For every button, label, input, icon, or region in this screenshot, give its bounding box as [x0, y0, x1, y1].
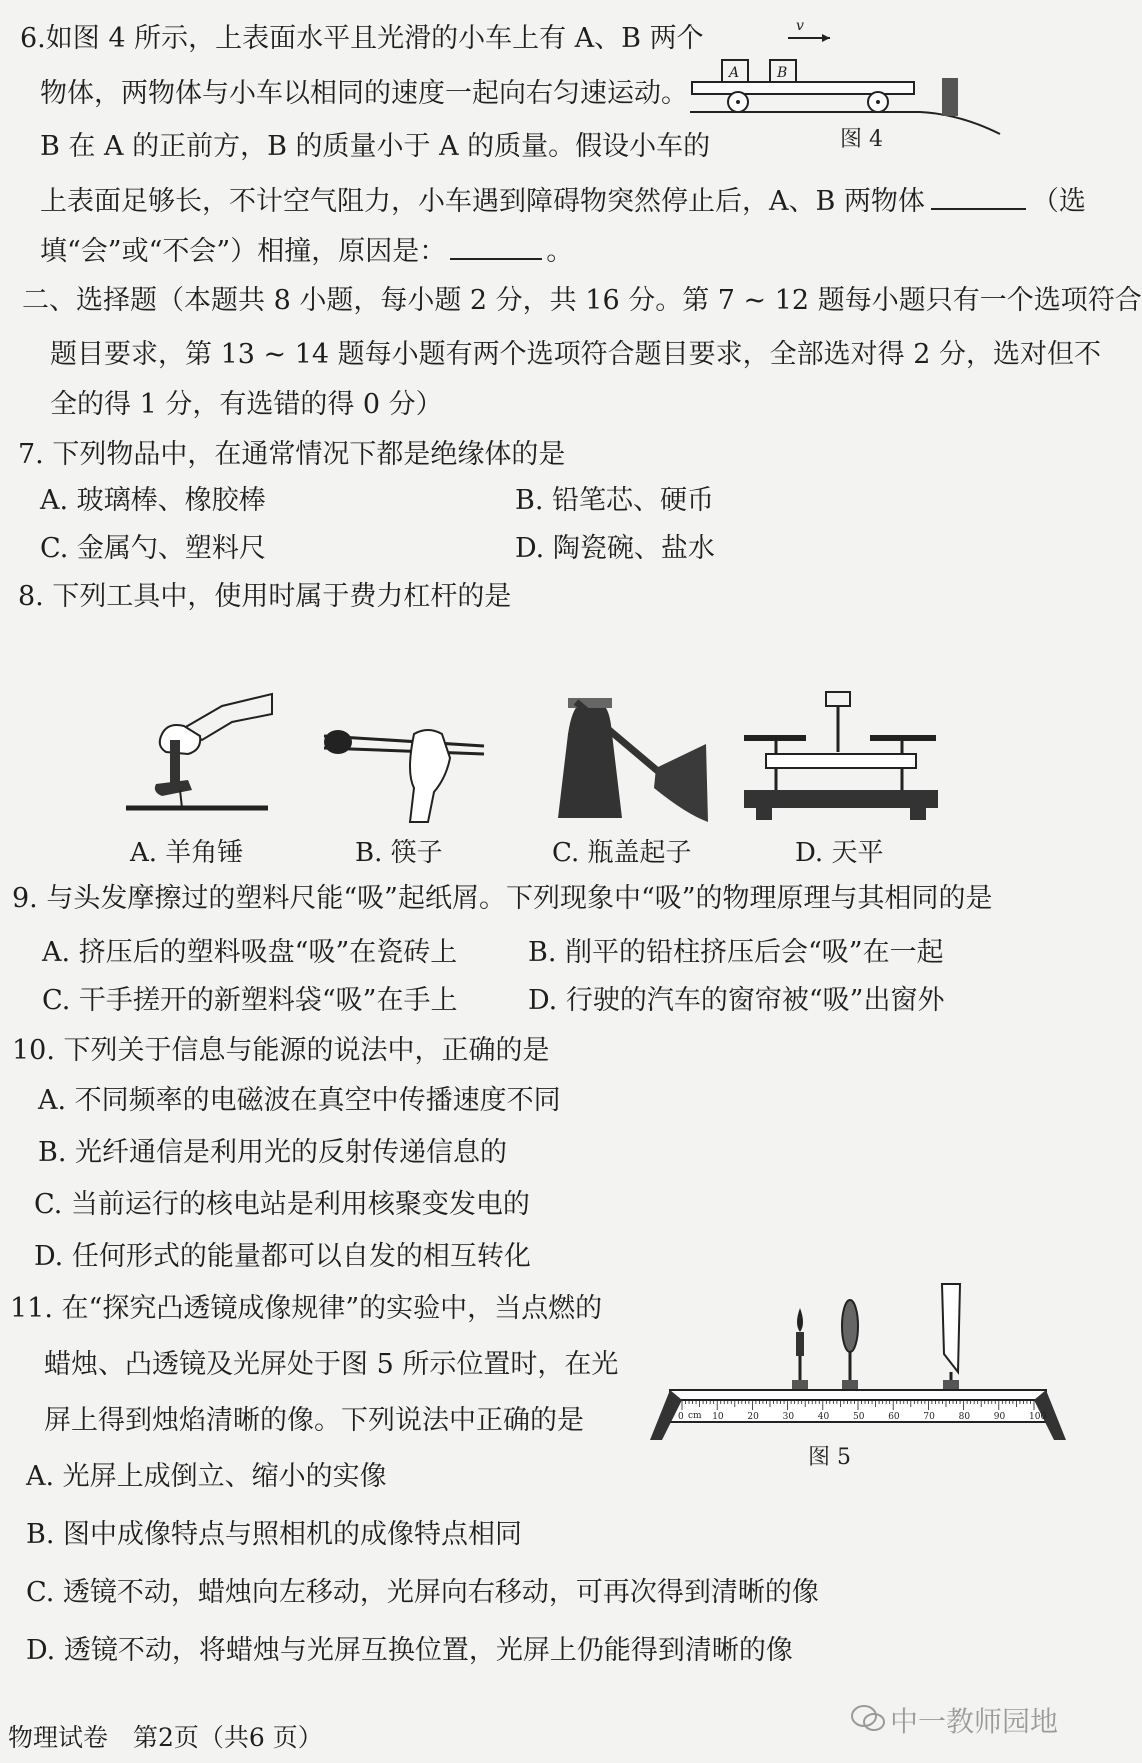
- figure-4-cart: [690, 16, 1020, 156]
- ruler-tick-label: 80: [958, 1412, 971, 1422]
- q7-stem: 7. 下列物品中，在通常情况下都是绝缘体的是: [18, 439, 566, 470]
- q6-line-5-text: 填“会”或“不会”）相撞，原因是：: [40, 236, 447, 267]
- candle-holder: [792, 1380, 808, 1390]
- q10-stem: 10. 下列关于信息与能源的说法中，正确的是: [12, 1035, 550, 1066]
- q6-line-2: 物体，两物体与小车以相同的速度一起向右匀速运动。: [40, 78, 688, 109]
- bottle-cap: [568, 698, 612, 708]
- screen-holder: [943, 1380, 959, 1390]
- velocity-label: v: [796, 18, 804, 34]
- answer-blank-2[interactable]: [450, 232, 542, 260]
- scale-base: [744, 790, 938, 808]
- box-b-label: B: [777, 65, 788, 81]
- obstacle: [942, 78, 958, 116]
- q6-line-4-tail: （选: [1031, 186, 1086, 217]
- answer-blank-1[interactable]: [931, 182, 1026, 210]
- light-screen: [942, 1284, 960, 1372]
- bench-top: [670, 1390, 1046, 1400]
- section-2-line-2: 题目要求，第 13 ~ 14 题每小题有两个选项符合题目要求，全部选对得 2 分，选对但不: [50, 339, 1102, 370]
- q8-option-b[interactable]: B. 筷子: [355, 838, 443, 868]
- q11-option-c[interactable]: C. 透镜不动，蜡烛向左移动，光屏向右移动，可再次得到清晰的像: [26, 1577, 819, 1608]
- bottle: [558, 704, 622, 818]
- ruler-tick-label: 70: [923, 1412, 935, 1422]
- q7-option-b[interactable]: B. 铅笔芯、硬币: [515, 485, 715, 516]
- ruler-tick-label: 60: [888, 1412, 900, 1422]
- balance-scale-illustration[interactable]: [736, 688, 946, 828]
- section-2-heading: 二、选择题（本题共 8 小题，每小题 2 分，共 16 分。第 7 ~ 12 题每小题只有一个选项符合: [22, 285, 1142, 316]
- q8-option-d[interactable]: D. 天平: [795, 838, 884, 868]
- ruler-unit: cm: [688, 1411, 702, 1421]
- watermark-text: 中一教师园地: [890, 1705, 1059, 1738]
- candle-flame: [797, 1308, 803, 1332]
- q10-option-c[interactable]: C. 当前运行的核电站是利用核聚变发电的: [34, 1189, 530, 1220]
- wechat-icon: [850, 1704, 886, 1734]
- hammer-head: [155, 780, 192, 796]
- q7-option-c[interactable]: C. 金属勺、塑料尺: [40, 533, 266, 564]
- convex-lens: [842, 1300, 858, 1352]
- q8-option-a[interactable]: A. 羊角锤: [130, 838, 244, 868]
- hammer-illustration[interactable]: [122, 688, 272, 818]
- q6-line-5-tail: 。: [546, 236, 574, 267]
- hand-grip: [654, 744, 708, 822]
- q10-option-b[interactable]: B. 光纤通信是利用光的反射传递信息的: [38, 1137, 508, 1168]
- figure-5-caption: 图 5: [808, 1445, 851, 1470]
- bottle-opener-illustration[interactable]: [546, 694, 716, 824]
- q11-stem-line-3: 屏上得到烛焰清晰的像。下列说法中正确的是: [44, 1405, 584, 1436]
- q11-option-b[interactable]: B. 图中成像特点与照相机的成像特点相同: [26, 1519, 523, 1550]
- q11-option-d[interactable]: D. 透镜不动，将蜡烛与光屏互换位置，光屏上仍能得到清晰的像: [26, 1635, 793, 1666]
- q9-option-a[interactable]: A. 挤压后的塑料吸盘“吸”在瓷砖上: [42, 937, 458, 968]
- nail: [180, 790, 182, 808]
- box-a-label: A: [729, 65, 740, 81]
- q7-option-a[interactable]: A. 玻璃棒、橡胶棒: [40, 485, 266, 516]
- page-footer: 物理试卷 第2页（共6 页）: [8, 1723, 323, 1752]
- hand: [410, 730, 450, 822]
- ruler-tick-label: 90: [993, 1412, 1006, 1422]
- q8-stem: 8. 下列工具中，使用时属于费力杠杆的是: [18, 581, 512, 612]
- beam-scale: [766, 754, 916, 768]
- q6-line-1: 6.如图 4 所示，上表面水平且光滑的小车上有 A、B 两个: [20, 23, 704, 54]
- ruler-tick-label: 20: [747, 1412, 759, 1422]
- q10-option-d[interactable]: D. 任何形式的能量都可以自发的相互转化: [34, 1241, 531, 1272]
- q6-line-4-text: 上表面足够长，不计空气阻力，小车遇到障碍物突然停止后，A、B 两物体: [40, 186, 925, 217]
- q10-option-a[interactable]: A. 不同频率的电磁波在真空中传播速度不同: [38, 1085, 561, 1116]
- q7-option-d[interactable]: D. 陶瓷碗、盐水: [515, 533, 715, 564]
- candle: [796, 1332, 804, 1356]
- velocity-arrowhead: [822, 34, 830, 42]
- q11-stem-line-1: 11. 在“探究凸透镜成像规律”的实验中，当点燃的: [10, 1293, 603, 1324]
- lens-holder: [842, 1380, 858, 1390]
- ruler-tick-label: 50: [853, 1412, 865, 1422]
- q8-option-c[interactable]: C. 瓶盖起子: [552, 838, 692, 868]
- q9-option-d[interactable]: D. 行驶的汽车的窗帘被“吸”出窗外: [528, 985, 945, 1016]
- q9-option-b[interactable]: B. 削平的铅柱挤压后会“吸”在一起: [528, 937, 944, 968]
- q9-option-c[interactable]: C. 干手搓开的新塑料袋“吸”在手上: [42, 985, 458, 1016]
- q6-line-4: [40, 182, 1086, 219]
- figure-4-caption: 图 4: [840, 127, 883, 152]
- chopstick-lower: [324, 748, 484, 754]
- ruler-tick-label: 0: [678, 1412, 684, 1422]
- ruler-tick-label: 40: [817, 1412, 830, 1422]
- section-2-line-3: 全的得 1 分，有选错的得 0 分）: [50, 389, 443, 420]
- figure-5-optical-bench: [648, 1280, 1068, 1470]
- chopsticks-illustration[interactable]: [318, 718, 488, 828]
- q9-stem: 9. 与头发摩擦过的塑料尺能“吸”起纸屑。下列现象中“吸”的物理原理与其相同的是: [12, 883, 993, 914]
- q6-line-3: B 在 A 的正前方，B 的质量小于 A 的质量。假设小车的: [40, 131, 711, 162]
- food-item: [324, 730, 352, 754]
- ruler-tick-label: 30: [782, 1412, 795, 1422]
- q6-line-5: [40, 232, 573, 269]
- q11-option-a[interactable]: A. 光屏上成倒立、缩小的实像: [26, 1461, 387, 1492]
- q11-stem-line-2: 蜡烛、凸透镜及光屏处于图 5 所示位置时，在光: [44, 1349, 619, 1380]
- pointer-dial: [826, 692, 850, 706]
- ruler-tick-label: 10: [712, 1412, 724, 1422]
- ruler-tick-label: 100: [1029, 1412, 1047, 1422]
